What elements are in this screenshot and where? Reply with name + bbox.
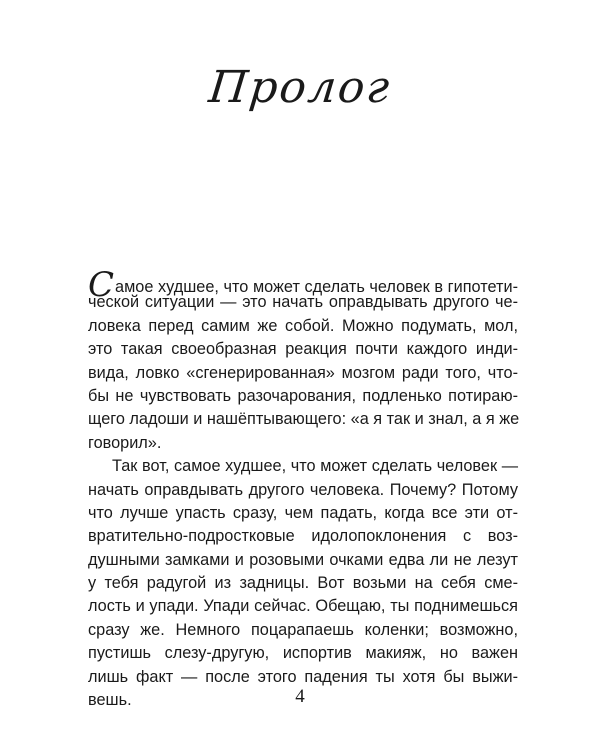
text-line: вратительно-подростковые идолопоклонения с воз- xyxy=(88,527,518,546)
text-line: Самое худшее, что может сделать человек в гипотети- xyxy=(88,265,518,305)
text-line: ческой ситуации — это начать оправдывать другого че- xyxy=(88,293,518,312)
text-line: бы не чувствовать разочарования, подленько потираю- xyxy=(88,386,518,405)
drop-cap: С xyxy=(88,265,115,305)
text-line: лость и упади. Упади сейчас. Обещаю, ты поднимешься xyxy=(88,597,518,616)
text-line: душными замками и розовыми очками едва ли не лезут xyxy=(88,550,518,569)
text-line: вида, ловко «сгенерированная» мозгом ради того, что- xyxy=(88,363,518,382)
text-line: что лучше упасть сразу, чем падать, когда все эти от- xyxy=(88,503,518,522)
text-line: вешь. xyxy=(88,691,132,710)
text-line: пустишь слезу-другую, испортив макияж, но важен xyxy=(88,644,518,663)
text-line: щего ладоши и нашёптывающего: «а я так и знал, а я же xyxy=(88,410,520,429)
text-line: сразу же. Немного поцарапаешь коленки; возможно, xyxy=(88,620,518,639)
text-line: начать оправдывать другого человека. Почему? Потому xyxy=(88,480,518,499)
text-line: ловека перед самим же собой. Можно подумать, мол, xyxy=(88,316,518,335)
page-number: 4 xyxy=(295,686,305,707)
text-line: Так вот, самое худшее, что может сделать человек — xyxy=(112,457,518,476)
text-line: лишь факт — после этого падения ты хотя бы выжи- xyxy=(88,667,518,686)
body-text xyxy=(88,265,520,712)
paragraph-2 xyxy=(88,455,518,712)
paragraph-1 xyxy=(88,265,520,455)
text-line: говорил». xyxy=(88,433,162,452)
chapter-title: Пролог xyxy=(206,62,394,113)
text-line: у тебя радугой из задницы. Вот возьми на себя сме- xyxy=(88,574,518,593)
text-line: это такая своеобразная реакция почти каждого инди- xyxy=(88,340,518,359)
